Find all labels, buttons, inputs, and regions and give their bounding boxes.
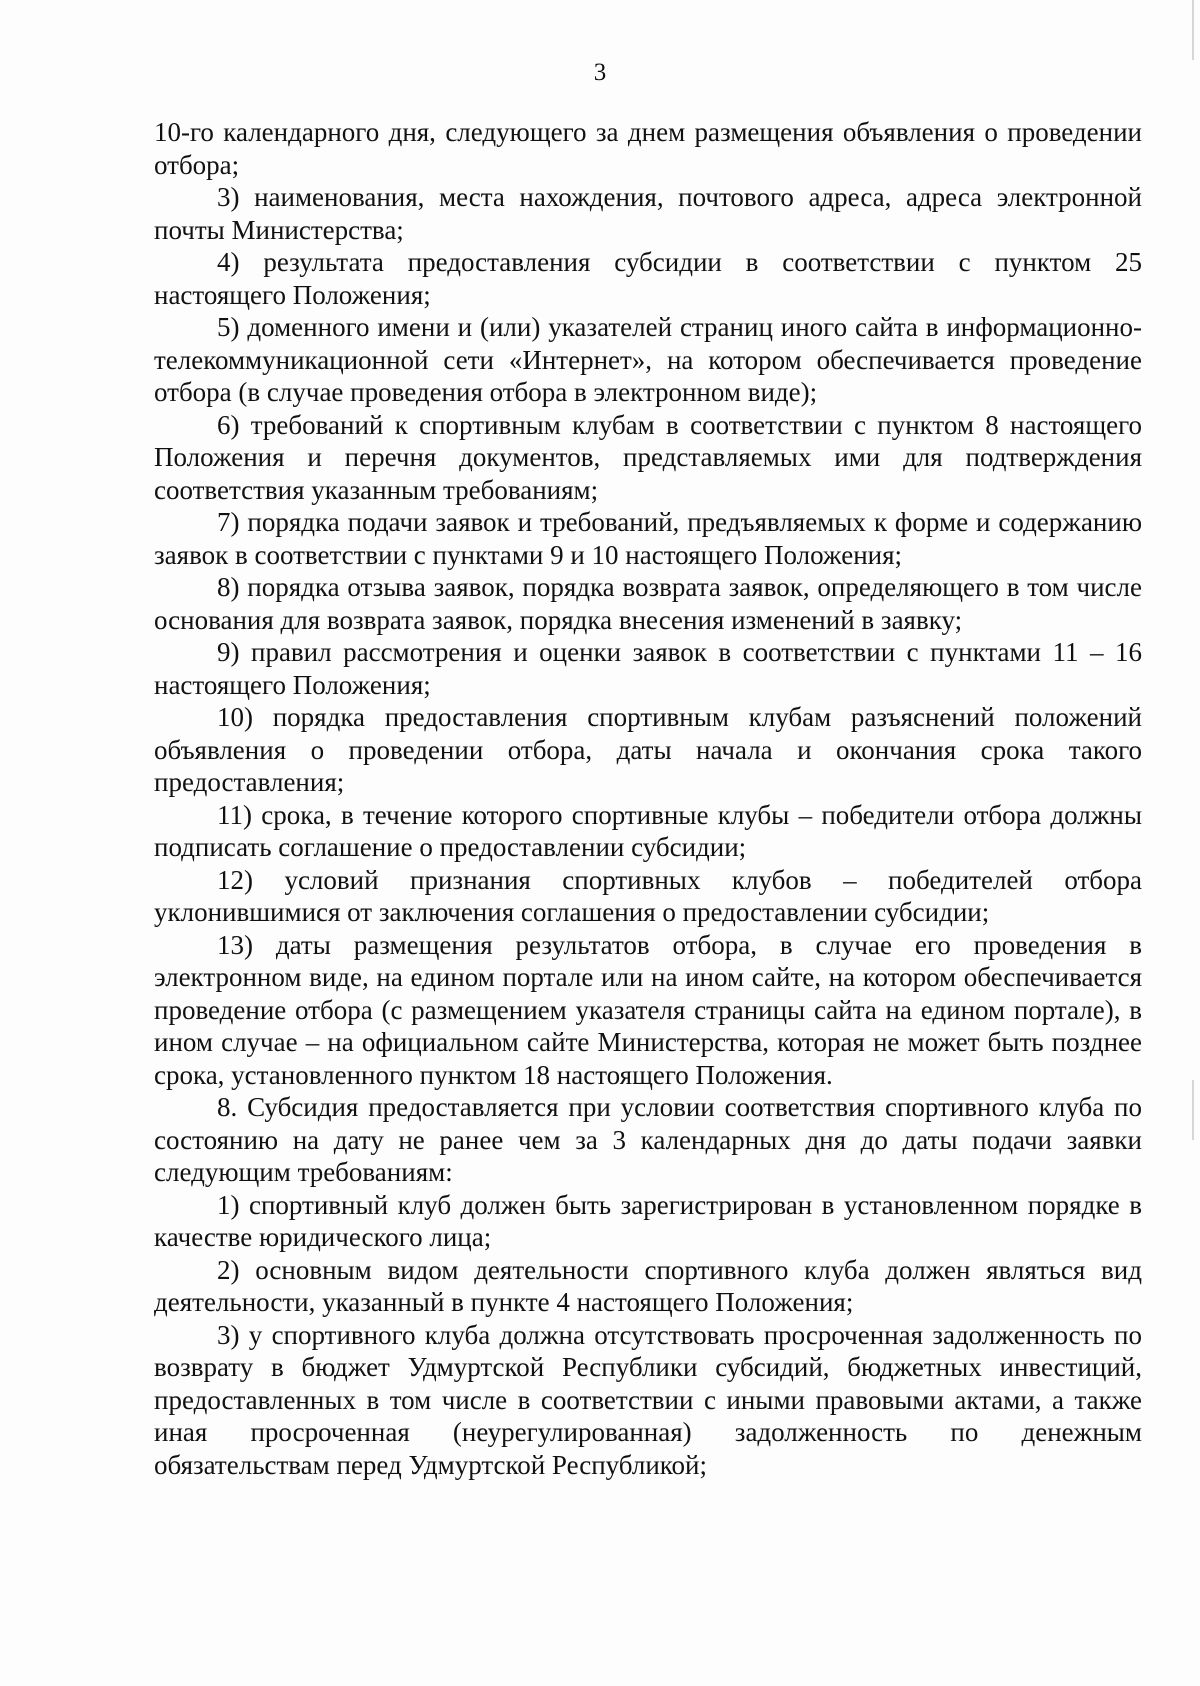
requirement-2: 2) основным видом деятельности спортивного клуба должен являться вид деятельности, указанный в пункте 4 настоящего Положения; (154, 1254, 1142, 1317)
list-item-4: 4) результата предоставления субсидии в соответствии с пунктом 25 настоящего Положения; (154, 247, 1142, 310)
list-item-5: 5) доменного имени и (или) указателей страниц иного сайта в информационно-телекоммуникационной сети «Интернет», на котором обеспечивается проведение отбора (в случае проведения отбора в электронном виде); (154, 312, 1142, 407)
list-item-7: 7) порядка подачи заявок и требований, предъявляемых к форме и содержанию заявок в соответствии с пунктами 9 и 10 настоящего Положения; (154, 507, 1142, 570)
document-body (154, 116, 1142, 1481)
requirement-3: 3) у спортивного клуба должна отсутствовать просроченная задолженность по возврату в бюджет Удмуртской Республики субсидий, бюджетных инвестиций, предоставленных в том числе в соответствии с иными правовыми актами, а также иная просроченная (неурегулированная) задолженность по денежным обязательствам перед Удмуртской Республикой; (154, 1319, 1142, 1480)
page-number: 3 (593, 59, 607, 86)
scan-edge-mark (1192, 0, 1194, 60)
requirement-1: 1) спортивный клуб должен быть зарегистрирован в установленном порядке в качестве юридического лица; (154, 1189, 1142, 1252)
list-item-13: 13) даты размещения результатов отбора, в случае его проведения в электронном виде, на едином портале или на ином сайте, на котором обеспечивается проведение отбора (с размещением указателя страницы сайта на едином портале), в ином случае – на официальном сайте Министерства, которая не может быть позднее срока, установленного пунктом 18 настоящего Положения. (154, 929, 1142, 1090)
list-item-8: 8) порядка отзыва заявок, порядка возврата заявок, определяющего в том числе основания для возврата заявок, порядка внесения изменений в заявку; (154, 572, 1142, 635)
list-item-6: 6) требований к спортивным клубам в соответствии с пунктом 8 настоящего Положения и перечня документов, представляемых ими для подтверждения соответствия указанным требованиям; (154, 409, 1142, 505)
list-item-9: 9) правил рассмотрения и оценки заявок в соответствии с пунктами 11 – 16 настоящего Положения; (154, 637, 1142, 700)
section-8-paragraph: 8. Субсидия предоставляется при условии соответствия спортивного клуба по состоянию на дату не ранее чем за 3 календарных дня до даты подачи заявки следующим требованиям: (154, 1092, 1142, 1187)
list-item-10: 10) порядка предоставления спортивным клубам разъяснений положений объявления о проведении отбора, даты начала и окончания срока такого предоставления; (154, 702, 1142, 797)
list-item-3: 3) наименования, места нахождения, почтового адреса, адреса электронной почты Министерства; (154, 182, 1142, 245)
paragraph-continuation: 10-го календарного дня, следующего за днем размещения объявления о проведении отбора; (154, 117, 1142, 180)
list-item-11: 11) срока, в течение которого спортивные клубы – победители отбора должны подписать соглашение о предоставлении субсидии; (154, 799, 1142, 862)
scan-edge-mark (1192, 1080, 1194, 1140)
list-item-12: 12) условий признания спортивных клубов – победителей отбора уклонившимися от заключения соглашения о предоставлении субсидии; (154, 864, 1142, 927)
